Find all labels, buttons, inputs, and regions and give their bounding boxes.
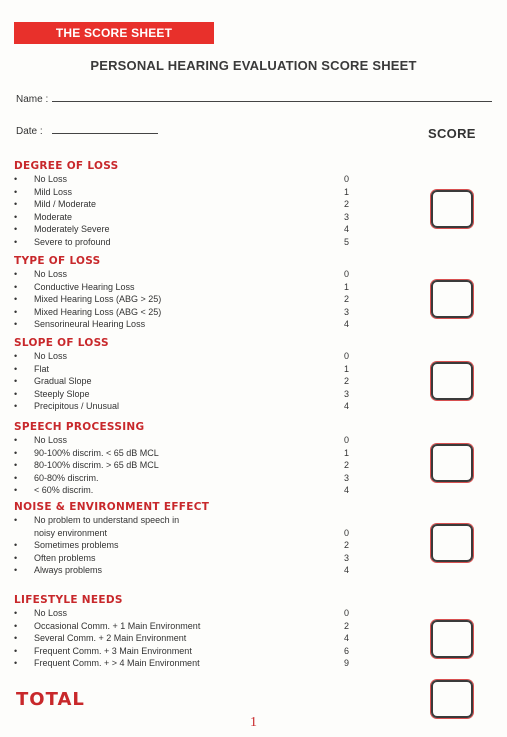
list-item [14, 293, 484, 306]
bullet: • [14, 294, 18, 304]
list-item [14, 268, 484, 281]
bullet: • [14, 388, 18, 399]
list-item [14, 318, 484, 331]
bullet: • [14, 211, 18, 222]
item-score-value: 2 [344, 294, 350, 304]
item-score-value: 2 [344, 460, 350, 470]
score-sheet-banner: THE SCORE SHEET [14, 22, 214, 44]
item-score-value: 0 [344, 351, 350, 361]
bullet: • [14, 565, 18, 575]
list-item [14, 484, 484, 497]
item-score-value: 0 [344, 269, 350, 279]
bullet: • [14, 608, 18, 618]
item-label: Gradual Slope [34, 376, 92, 386]
list-item [14, 620, 484, 633]
item-label: Conductive Hearing Loss [34, 281, 135, 292]
list-item [14, 607, 484, 620]
bullet: • [14, 540, 18, 550]
bullet: • [14, 174, 18, 184]
item-score-value: 3 [344, 552, 350, 563]
score-box-speech-processing[interactable] [431, 444, 473, 482]
section-title: DEGREE OF LOSS [14, 160, 119, 172]
list-item [14, 564, 484, 577]
list-item [14, 447, 484, 460]
list-item [14, 211, 484, 224]
list-item [14, 363, 484, 376]
item-label: 80-100% discrim. > 65 dB MCL [34, 460, 159, 470]
bullet: • [14, 401, 18, 411]
item-score-value: 3 [344, 472, 350, 483]
item-label: Mixed Hearing Loss (ABG > 25) [34, 294, 162, 304]
list-item [14, 236, 484, 249]
item-score-value: 5 [344, 236, 350, 247]
score-box-noise-environment-effect[interactable] [431, 524, 473, 562]
item-score-value: 3 [344, 211, 350, 222]
list-item [14, 388, 484, 401]
item-score-value: 1 [344, 447, 350, 458]
list-item [14, 632, 484, 645]
item-score-value: 4 [344, 319, 350, 329]
bullet: • [14, 485, 18, 495]
item-score-value: 1 [344, 363, 350, 374]
item-label: Flat [34, 363, 50, 374]
item-score-value: 6 [344, 645, 350, 656]
bullet: • [14, 435, 18, 445]
section-type-of-loss [14, 254, 484, 331]
item-score-value: 9 [344, 658, 350, 668]
item-label: 60-80% discrim. [34, 472, 99, 483]
list-item [14, 306, 484, 319]
item-label: Frequent Comm. + 3 Main Environment [34, 645, 192, 656]
bullet: • [14, 319, 18, 329]
item-label: Mild Loss [34, 186, 73, 197]
list-item [14, 459, 484, 472]
page-number: 1 [250, 715, 257, 730]
bullet: • [14, 199, 18, 209]
list-item [14, 350, 484, 363]
bullet: • [14, 363, 18, 374]
list-item [14, 527, 484, 540]
item-score-value: 0 [344, 527, 350, 538]
list-item [14, 281, 484, 294]
item-label: Sensorineural Hearing Loss [34, 319, 146, 329]
item-label: Sometimes problems [34, 540, 119, 550]
bullet: • [14, 376, 18, 386]
item-label: Steeply Slope [34, 388, 90, 399]
date-label: Date : [16, 126, 43, 137]
section-degree-of-loss [14, 159, 484, 248]
item-score-value: 0 [344, 608, 350, 618]
item-score-value: 4 [344, 565, 350, 575]
bullet: • [14, 633, 18, 643]
list-item [14, 657, 484, 670]
item-score-value: 0 [344, 435, 350, 445]
item-label: Moderate [34, 211, 73, 222]
item-label: Several Comm. + 2 Main Environment [34, 633, 187, 643]
item-label: Often problems [34, 552, 96, 563]
section-noise-environment-effect [14, 500, 484, 577]
list-item [14, 539, 484, 552]
list-item [14, 375, 484, 388]
section-title: SLOPE OF LOSS [14, 337, 109, 349]
item-label: No Loss [34, 435, 68, 445]
section-title: SPEECH PROCESSING [14, 421, 145, 433]
bullet: • [14, 460, 18, 470]
page-title: PERSONAL HEARING EVALUATION SCORE SHEET [90, 58, 417, 73]
bullet: • [14, 645, 18, 656]
item-label: Always problems [34, 565, 103, 575]
list-item [14, 514, 484, 527]
bullet: • [14, 351, 18, 361]
item-label: 90-100% discrim. < 65 dB MCL [34, 447, 159, 458]
item-score-value: 4 [344, 224, 350, 234]
section-title: LIFESTYLE NEEDS [14, 594, 123, 606]
section-lifestyle-needs [14, 593, 484, 670]
list-item [14, 434, 484, 447]
list-item [14, 400, 484, 413]
bullet: • [14, 281, 18, 292]
item-label: No Loss [34, 174, 68, 184]
score-box-slope-of-loss[interactable] [431, 362, 473, 400]
item-score-value: 4 [344, 633, 350, 643]
score-box-type-of-loss[interactable] [431, 280, 473, 318]
item-score-value: 1 [344, 186, 350, 197]
total-label: TOTAL [16, 689, 85, 710]
item-label: Severe to profound [34, 236, 111, 247]
bullet: • [14, 269, 18, 279]
item-label: No Loss [34, 269, 68, 279]
bullet: • [14, 620, 18, 631]
name-label: Name : [16, 94, 49, 105]
section-slope-of-loss [14, 336, 484, 413]
bullet: • [14, 224, 18, 234]
list-item [14, 186, 484, 199]
score-header: SCORE [428, 126, 476, 141]
item-label: Frequent Comm. + > 4 Main Environment [34, 658, 200, 668]
item-score-value: 2 [344, 540, 350, 550]
item-score-value: 4 [344, 485, 350, 495]
list-item [14, 472, 484, 485]
item-score-value: 2 [344, 376, 350, 386]
list-item [14, 552, 484, 565]
bullet: • [14, 658, 18, 668]
item-label: Mild / Moderate [34, 199, 97, 209]
item-label: Mixed Hearing Loss (ABG < 25) [34, 306, 162, 317]
date-field-line[interactable] [52, 133, 158, 134]
bullet: • [14, 306, 18, 317]
bullet: • [14, 472, 18, 483]
score-box-degree-of-loss[interactable] [431, 190, 473, 228]
score-box-lifestyle-needs[interactable] [431, 620, 473, 658]
item-score-value: 4 [344, 401, 350, 411]
item-label: No Loss [34, 351, 68, 361]
bullet: • [14, 236, 18, 247]
item-label: Moderately Severe [34, 224, 110, 234]
list-item [14, 645, 484, 658]
bullet: • [14, 186, 18, 197]
list-item [14, 173, 484, 186]
section-title: TYPE OF LOSS [14, 255, 101, 267]
item-score-value: 3 [344, 306, 350, 317]
item-label: Precipitous / Unusual [34, 401, 120, 411]
list-item [14, 223, 484, 236]
item-label: < 60% discrim. [34, 485, 94, 495]
bullet: • [14, 447, 18, 458]
item-score-value: 3 [344, 388, 350, 399]
section-title: NOISE & ENVIRONMENT EFFECT [14, 501, 210, 513]
item-score-value: 2 [344, 620, 350, 631]
item-score-value: 2 [344, 199, 350, 209]
item-label: No problem to understand speech in [34, 515, 180, 525]
name-field-line[interactable] [52, 101, 492, 102]
section-speech-processing [14, 420, 484, 497]
item-label: Occasional Comm. + 1 Main Environment [34, 620, 201, 631]
list-item [14, 198, 484, 211]
item-label: noisy environment [34, 527, 108, 538]
score-box-total[interactable] [431, 680, 473, 718]
bullet: • [14, 515, 18, 525]
item-label: No Loss [34, 608, 68, 618]
bullet: • [14, 552, 18, 563]
item-score-value: 0 [344, 174, 350, 184]
item-score-value: 1 [344, 281, 350, 292]
